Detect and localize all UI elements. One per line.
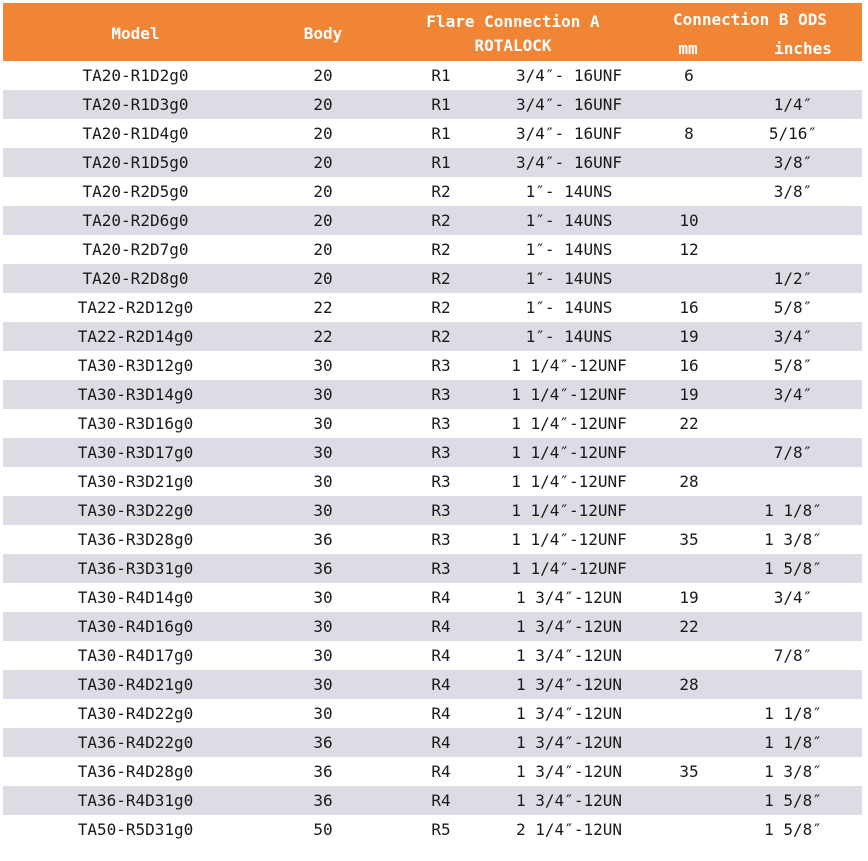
cell-inches: 1 5/8″ bbox=[764, 820, 822, 839]
table-row bbox=[3, 119, 862, 148]
cell-model: TA30-R4D14g0 bbox=[77, 588, 194, 607]
cell-inches: 7/8″ bbox=[773, 646, 813, 665]
cell-rotalock: R3 bbox=[431, 414, 451, 433]
header-flare-connection: Flare Connection A bbox=[426, 12, 600, 31]
cell-rotalock: R4 bbox=[431, 588, 451, 607]
cell-body: 36 bbox=[313, 733, 333, 752]
cell-thread: 2 1/4″-12UN bbox=[516, 820, 622, 839]
cell-rotalock: R2 bbox=[431, 298, 451, 317]
cell-body: 36 bbox=[313, 559, 333, 578]
table-row bbox=[3, 206, 862, 235]
cell-rotalock: R2 bbox=[431, 327, 451, 346]
cell-thread: 1 3/4″-12UN bbox=[516, 588, 622, 607]
table-row bbox=[3, 786, 862, 815]
cell-body: 30 bbox=[313, 675, 333, 694]
cell-body: 36 bbox=[313, 791, 333, 810]
cell-body: 30 bbox=[313, 472, 333, 491]
cell-thread: 1″- 14UNS bbox=[525, 211, 613, 230]
table-row bbox=[3, 148, 862, 177]
cell-thread: 1 3/4″-12UN bbox=[516, 762, 622, 781]
cell-rotalock: R4 bbox=[431, 733, 451, 752]
cell-body: 30 bbox=[313, 646, 333, 665]
specification-table bbox=[3, 3, 862, 844]
cell-model: TA20-R1D3g0 bbox=[82, 95, 189, 114]
cell-thread: 1 1/4″-12UNF bbox=[511, 385, 627, 404]
cell-rotalock: R2 bbox=[431, 211, 451, 230]
cell-model: TA22-R2D12g0 bbox=[77, 298, 194, 317]
cell-model: TA22-R2D14g0 bbox=[77, 327, 194, 346]
cell-rotalock: R1 bbox=[431, 124, 451, 143]
table-row bbox=[3, 699, 862, 728]
cell-mm: 28 bbox=[679, 472, 699, 491]
cell-mm: 16 bbox=[679, 356, 699, 375]
table-row bbox=[3, 728, 862, 757]
cell-body: 20 bbox=[313, 240, 333, 259]
cell-body: 50 bbox=[313, 820, 333, 839]
cell-body: 22 bbox=[313, 298, 333, 317]
cell-model: TA30-R4D16g0 bbox=[77, 617, 194, 636]
cell-thread: 1″- 14UNS bbox=[525, 298, 613, 317]
cell-rotalock: R4 bbox=[431, 791, 451, 810]
cell-thread: 1 3/4″-12UN bbox=[516, 791, 622, 810]
table-row bbox=[3, 90, 862, 119]
table-row bbox=[3, 554, 862, 583]
cell-inches: 3/4″ bbox=[773, 327, 813, 346]
cell-mm: 16 bbox=[679, 298, 699, 317]
table-row bbox=[3, 496, 862, 525]
cell-thread: 1 1/4″-12UNF bbox=[511, 443, 627, 462]
cell-body: 20 bbox=[313, 124, 333, 143]
cell-rotalock: R1 bbox=[431, 66, 451, 85]
cell-thread: 1″- 14UNS bbox=[525, 182, 613, 201]
cell-body: 30 bbox=[313, 356, 333, 375]
cell-model: TA20-R1D2g0 bbox=[82, 66, 189, 85]
cell-body: 30 bbox=[313, 704, 333, 723]
cell-inches: 5/8″ bbox=[773, 356, 813, 375]
header-mm: mm bbox=[678, 39, 698, 58]
cell-body: 30 bbox=[313, 588, 333, 607]
cell-model: TA36-R3D28g0 bbox=[77, 530, 194, 549]
cell-model: TA36-R3D31g0 bbox=[77, 559, 194, 578]
cell-thread: 1 1/4″-12UNF bbox=[511, 414, 627, 433]
cell-inches: 3/4″ bbox=[773, 385, 813, 404]
cell-model: TA30-R4D17g0 bbox=[77, 646, 194, 665]
cell-rotalock: R1 bbox=[431, 95, 451, 114]
cell-thread: 1 1/4″-12UNF bbox=[511, 472, 627, 491]
header-rotalock: ROTALOCK bbox=[474, 36, 552, 55]
cell-mm: 22 bbox=[679, 414, 699, 433]
cell-thread: 3/4″- 16UNF bbox=[516, 95, 622, 114]
cell-thread: 3/4″- 16UNF bbox=[516, 66, 622, 85]
header-model: Model bbox=[111, 24, 160, 43]
cell-model: TA36-R4D28g0 bbox=[77, 762, 194, 781]
table-row bbox=[3, 757, 862, 786]
table-body bbox=[3, 61, 862, 844]
header-body: Body bbox=[303, 24, 343, 43]
table-row bbox=[3, 61, 862, 90]
table-row bbox=[3, 641, 862, 670]
cell-rotalock: R4 bbox=[431, 675, 451, 694]
cell-model: TA30-R3D22g0 bbox=[77, 501, 194, 520]
cell-rotalock: R3 bbox=[431, 530, 451, 549]
cell-thread: 1 1/4″-12UNF bbox=[511, 530, 627, 549]
table-row bbox=[3, 264, 862, 293]
cell-rotalock: R4 bbox=[431, 617, 451, 636]
cell-thread: 1 3/4″-12UN bbox=[516, 646, 622, 665]
cell-thread: 1 3/4″-12UN bbox=[516, 733, 622, 752]
cell-mm: 19 bbox=[679, 588, 699, 607]
cell-thread: 1 1/4″-12UNF bbox=[511, 559, 627, 578]
cell-inches: 1 1/8″ bbox=[764, 733, 822, 752]
cell-rotalock: R4 bbox=[431, 762, 451, 781]
cell-inches: 5/8″ bbox=[773, 298, 813, 317]
cell-model: TA20-R2D5g0 bbox=[82, 182, 189, 201]
cell-body: 20 bbox=[313, 269, 333, 288]
cell-mm: 35 bbox=[679, 530, 699, 549]
cell-body: 30 bbox=[313, 501, 333, 520]
cell-inches: 1 5/8″ bbox=[764, 559, 822, 578]
cell-model: TA50-R5D31g0 bbox=[77, 820, 194, 839]
cell-rotalock: R4 bbox=[431, 704, 451, 723]
cell-body: 20 bbox=[313, 66, 333, 85]
table-row bbox=[3, 322, 862, 351]
cell-model: TA20-R2D6g0 bbox=[82, 211, 189, 230]
cell-thread: 1 3/4″-12UN bbox=[516, 675, 622, 694]
cell-inches: 1 3/8″ bbox=[764, 530, 822, 549]
cell-inches: 5/16″ bbox=[768, 124, 818, 143]
table-row bbox=[3, 612, 862, 641]
cell-rotalock: R3 bbox=[431, 385, 451, 404]
cell-mm: 35 bbox=[679, 762, 699, 781]
cell-mm: 6 bbox=[684, 66, 694, 85]
cell-model: TA20-R1D5g0 bbox=[82, 153, 189, 172]
cell-body: 30 bbox=[313, 617, 333, 636]
table-header bbox=[3, 3, 862, 61]
cell-inches: 1 5/8″ bbox=[764, 791, 822, 810]
cell-thread: 1 1/4″-12UNF bbox=[511, 501, 627, 520]
table-row bbox=[3, 235, 862, 264]
cell-mm: 19 bbox=[679, 385, 699, 404]
cell-body: 20 bbox=[313, 95, 333, 114]
cell-thread: 1″- 14UNS bbox=[525, 327, 613, 346]
cell-inches: 1 1/8″ bbox=[764, 501, 822, 520]
cell-model: TA30-R3D17g0 bbox=[77, 443, 194, 462]
cell-body: 30 bbox=[313, 443, 333, 462]
cell-rotalock: R1 bbox=[431, 153, 451, 172]
table-row bbox=[3, 409, 862, 438]
cell-mm: 10 bbox=[679, 211, 699, 230]
cell-model: TA20-R1D4g0 bbox=[82, 124, 189, 143]
cell-thread: 3/4″- 16UNF bbox=[516, 124, 622, 143]
cell-inches: 3/8″ bbox=[773, 182, 813, 201]
cell-inches: 3/8″ bbox=[773, 153, 813, 172]
cell-rotalock: R2 bbox=[431, 182, 451, 201]
table-row bbox=[3, 380, 862, 409]
cell-thread: 1 3/4″-12UN bbox=[516, 704, 622, 723]
cell-model: TA30-R4D22g0 bbox=[77, 704, 194, 723]
cell-inches: 1/4″ bbox=[773, 95, 813, 114]
cell-rotalock: R3 bbox=[431, 443, 451, 462]
table-row bbox=[3, 525, 862, 554]
cell-inches: 1 1/8″ bbox=[764, 704, 822, 723]
cell-inches: 7/8″ bbox=[773, 443, 813, 462]
cell-mm: 12 bbox=[679, 240, 699, 259]
cell-model: TA30-R4D21g0 bbox=[77, 675, 194, 694]
cell-model: TA20-R2D7g0 bbox=[82, 240, 189, 259]
table-row bbox=[3, 438, 862, 467]
cell-rotalock: R3 bbox=[431, 501, 451, 520]
cell-mm: 19 bbox=[679, 327, 699, 346]
cell-body: 30 bbox=[313, 385, 333, 404]
cell-thread: 1 3/4″-12UN bbox=[516, 617, 622, 636]
table-row bbox=[3, 351, 862, 380]
cell-model: TA36-R4D22g0 bbox=[77, 733, 194, 752]
cell-body: 36 bbox=[313, 530, 333, 549]
table-row bbox=[3, 670, 862, 699]
cell-rotalock: R2 bbox=[431, 240, 451, 259]
cell-body: 20 bbox=[313, 182, 333, 201]
header-inches: inches bbox=[774, 39, 832, 58]
cell-rotalock: R3 bbox=[431, 559, 451, 578]
table-row bbox=[3, 583, 862, 612]
table-row bbox=[3, 467, 862, 496]
cell-rotalock: R3 bbox=[431, 472, 451, 491]
cell-inches: 1/2″ bbox=[773, 269, 813, 288]
cell-mm: 22 bbox=[679, 617, 699, 636]
cell-thread: 1″- 14UNS bbox=[525, 240, 613, 259]
cell-model: TA30-R3D14g0 bbox=[77, 385, 194, 404]
cell-rotalock: R2 bbox=[431, 269, 451, 288]
cell-inches: 1 3/8″ bbox=[764, 762, 822, 781]
cell-rotalock: R4 bbox=[431, 646, 451, 665]
table-row bbox=[3, 177, 862, 206]
cell-body: 20 bbox=[313, 153, 333, 172]
cell-model: TA30-R3D21g0 bbox=[77, 472, 194, 491]
cell-model: TA30-R3D12g0 bbox=[77, 356, 194, 375]
cell-inches: 3/4″ bbox=[773, 588, 813, 607]
cell-thread: 1 1/4″-12UNF bbox=[511, 356, 627, 375]
cell-model: TA36-R4D31g0 bbox=[77, 791, 194, 810]
cell-body: 22 bbox=[313, 327, 333, 346]
cell-rotalock: R5 bbox=[431, 820, 451, 839]
cell-model: TA20-R2D8g0 bbox=[82, 269, 189, 288]
cell-thread: 1″- 14UNS bbox=[525, 269, 613, 288]
header-connection-b-ods: Connection B ODS bbox=[672, 10, 828, 29]
cell-rotalock: R3 bbox=[431, 356, 451, 375]
cell-mm: 8 bbox=[684, 124, 694, 143]
cell-body: 20 bbox=[313, 211, 333, 230]
cell-mm: 28 bbox=[679, 675, 699, 694]
table-row bbox=[3, 815, 862, 844]
cell-body: 36 bbox=[313, 762, 333, 781]
cell-body: 30 bbox=[313, 414, 333, 433]
cell-thread: 3/4″- 16UNF bbox=[516, 153, 622, 172]
table-row bbox=[3, 293, 862, 322]
cell-model: TA30-R3D16g0 bbox=[77, 414, 194, 433]
